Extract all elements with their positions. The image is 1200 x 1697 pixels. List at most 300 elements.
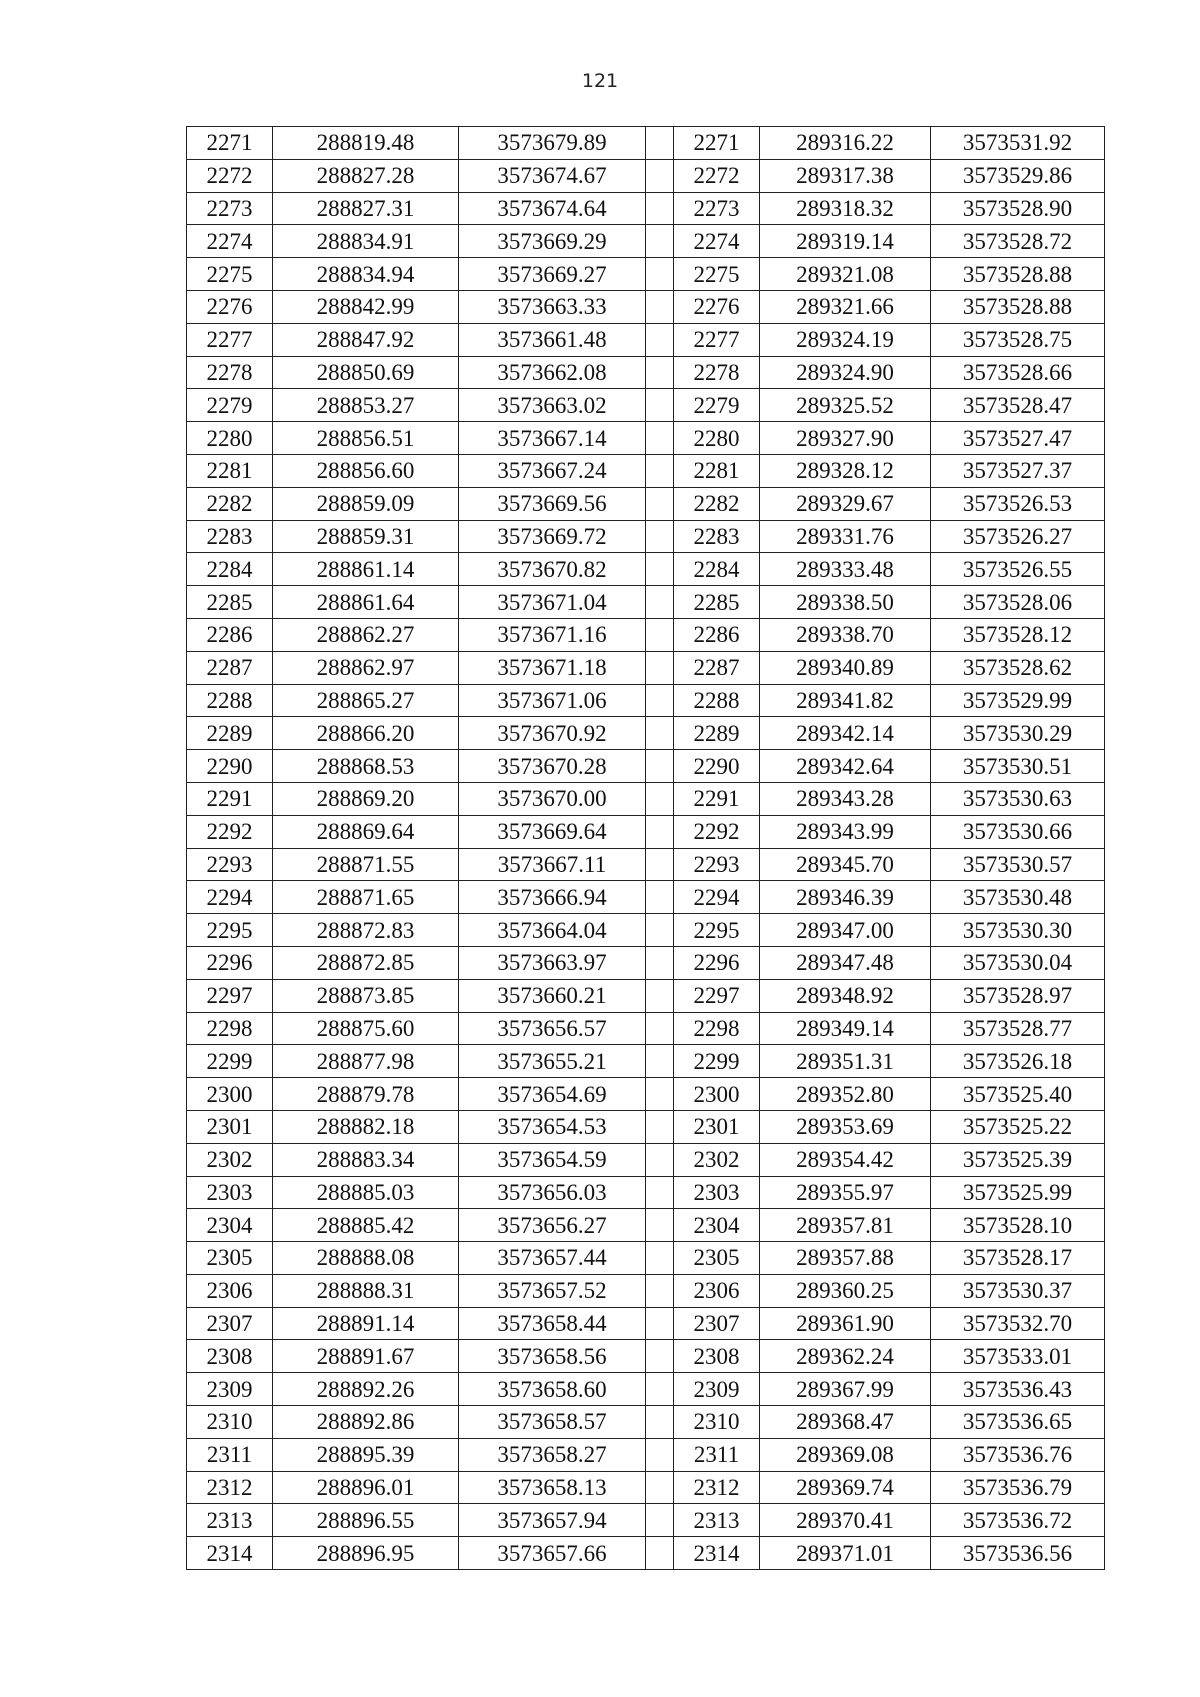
right-point-id-cell: 2276	[674, 290, 760, 323]
right-point-id-cell: 2312	[674, 1471, 760, 1504]
spacer-cell	[646, 1307, 674, 1340]
table-row	[187, 159, 1105, 192]
right-y-cell: 3573528.10	[931, 1209, 1105, 1242]
left-x-cell: 288875.60	[273, 1012, 459, 1045]
left-x-cell: 288842.99	[273, 290, 459, 323]
left-point-id-cell: 2276	[187, 290, 273, 323]
right-point-id-cell: 2275	[674, 258, 760, 291]
left-point-id-cell: 2310	[187, 1406, 273, 1439]
left-y-cell: 3573671.16	[459, 618, 646, 651]
right-point-id-cell: 2297	[674, 979, 760, 1012]
left-x-cell: 288896.95	[273, 1537, 459, 1570]
right-y-cell: 3573530.04	[931, 946, 1105, 979]
left-y-cell: 3573658.44	[459, 1307, 646, 1340]
right-y-cell: 3573526.18	[931, 1045, 1105, 1078]
right-x-cell: 289371.01	[760, 1537, 931, 1570]
spacer-cell	[646, 1209, 674, 1242]
table-row	[187, 946, 1105, 979]
left-x-cell: 288819.48	[273, 127, 459, 160]
left-point-id-cell: 2311	[187, 1438, 273, 1471]
left-y-cell: 3573657.66	[459, 1537, 646, 1570]
left-x-cell: 288862.27	[273, 618, 459, 651]
left-x-cell: 288892.26	[273, 1373, 459, 1406]
right-x-cell: 289367.99	[760, 1373, 931, 1406]
right-y-cell: 3573527.37	[931, 454, 1105, 487]
right-point-id-cell: 2291	[674, 782, 760, 815]
left-x-cell: 288896.01	[273, 1471, 459, 1504]
left-y-cell: 3573670.28	[459, 750, 646, 783]
right-y-cell: 3573536.76	[931, 1438, 1105, 1471]
left-x-cell: 288861.14	[273, 553, 459, 586]
spacer-cell	[646, 1406, 674, 1439]
right-point-id-cell: 2282	[674, 487, 760, 520]
right-point-id-cell: 2309	[674, 1373, 760, 1406]
table-row	[187, 1242, 1105, 1275]
spacer-cell	[646, 127, 674, 160]
left-y-cell: 3573658.57	[459, 1406, 646, 1439]
left-x-cell: 288891.67	[273, 1340, 459, 1373]
right-point-id-cell: 2302	[674, 1143, 760, 1176]
table-row	[187, 651, 1105, 684]
left-x-cell: 288895.39	[273, 1438, 459, 1471]
right-x-cell: 289319.14	[760, 225, 931, 258]
left-y-cell: 3573654.59	[459, 1143, 646, 1176]
left-y-cell: 3573658.13	[459, 1471, 646, 1504]
left-y-cell: 3573671.18	[459, 651, 646, 684]
left-y-cell: 3573658.60	[459, 1373, 646, 1406]
left-y-cell: 3573670.82	[459, 553, 646, 586]
spacer-cell	[646, 946, 674, 979]
right-point-id-cell: 2285	[674, 586, 760, 619]
right-x-cell: 289317.38	[760, 159, 931, 192]
left-y-cell: 3573674.67	[459, 159, 646, 192]
spacer-cell	[646, 1373, 674, 1406]
table-row	[187, 586, 1105, 619]
right-x-cell: 289343.99	[760, 815, 931, 848]
spacer-cell	[646, 1471, 674, 1504]
right-point-id-cell: 2274	[674, 225, 760, 258]
left-x-cell: 288885.42	[273, 1209, 459, 1242]
spacer-cell	[646, 422, 674, 455]
left-y-cell: 3573669.27	[459, 258, 646, 291]
right-x-cell: 289321.66	[760, 290, 931, 323]
left-point-id-cell: 2284	[187, 553, 273, 586]
table-row	[187, 618, 1105, 651]
left-x-cell: 288861.64	[273, 586, 459, 619]
right-point-id-cell: 2299	[674, 1045, 760, 1078]
right-x-cell: 289321.08	[760, 258, 931, 291]
right-point-id-cell: 2305	[674, 1242, 760, 1275]
left-point-id-cell: 2292	[187, 815, 273, 848]
left-y-cell: 3573658.56	[459, 1340, 646, 1373]
table-row	[187, 750, 1105, 783]
spacer-cell	[646, 848, 674, 881]
left-point-id-cell: 2309	[187, 1373, 273, 1406]
left-x-cell: 288868.53	[273, 750, 459, 783]
right-x-cell: 289345.70	[760, 848, 931, 881]
left-y-cell: 3573667.14	[459, 422, 646, 455]
left-y-cell: 3573667.11	[459, 848, 646, 881]
right-x-cell: 289348.92	[760, 979, 931, 1012]
right-point-id-cell: 2273	[674, 192, 760, 225]
coordinates-table-body	[187, 127, 1105, 1570]
table-row	[187, 1307, 1105, 1340]
left-point-id-cell: 2298	[187, 1012, 273, 1045]
right-y-cell: 3573536.79	[931, 1471, 1105, 1504]
right-y-cell: 3573528.62	[931, 651, 1105, 684]
left-x-cell: 288888.31	[273, 1274, 459, 1307]
spacer-cell	[646, 881, 674, 914]
spacer-cell	[646, 618, 674, 651]
left-point-id-cell: 2279	[187, 389, 273, 422]
spacer-cell	[646, 258, 674, 291]
right-y-cell: 3573530.29	[931, 717, 1105, 750]
left-y-cell: 3573662.08	[459, 356, 646, 389]
left-y-cell: 3573669.29	[459, 225, 646, 258]
spacer-cell	[646, 815, 674, 848]
spacer-cell	[646, 586, 674, 619]
table-row	[187, 848, 1105, 881]
spacer-cell	[646, 192, 674, 225]
left-y-cell: 3573669.72	[459, 520, 646, 553]
left-x-cell: 288859.31	[273, 520, 459, 553]
right-point-id-cell: 2306	[674, 1274, 760, 1307]
right-y-cell: 3573528.90	[931, 192, 1105, 225]
left-x-cell: 288877.98	[273, 1045, 459, 1078]
left-point-id-cell: 2275	[187, 258, 273, 291]
right-x-cell: 289346.39	[760, 881, 931, 914]
table-row	[187, 192, 1105, 225]
left-y-cell: 3573656.57	[459, 1012, 646, 1045]
right-y-cell: 3573526.27	[931, 520, 1105, 553]
right-x-cell: 289368.47	[760, 1406, 931, 1439]
right-point-id-cell: 2283	[674, 520, 760, 553]
left-point-id-cell: 2272	[187, 159, 273, 192]
right-x-cell: 289360.25	[760, 1274, 931, 1307]
right-point-id-cell: 2279	[674, 389, 760, 422]
left-point-id-cell: 2281	[187, 454, 273, 487]
right-point-id-cell: 2301	[674, 1110, 760, 1143]
table-row	[187, 225, 1105, 258]
right-point-id-cell: 2311	[674, 1438, 760, 1471]
spacer-cell	[646, 914, 674, 947]
table-row	[187, 1110, 1105, 1143]
left-point-id-cell: 2299	[187, 1045, 273, 1078]
right-x-cell: 289355.97	[760, 1176, 931, 1209]
right-point-id-cell: 2280	[674, 422, 760, 455]
spacer-cell	[646, 782, 674, 815]
right-x-cell: 289329.67	[760, 487, 931, 520]
left-point-id-cell: 2307	[187, 1307, 273, 1340]
right-x-cell: 289352.80	[760, 1078, 931, 1111]
right-y-cell: 3573528.88	[931, 258, 1105, 291]
right-point-id-cell: 2294	[674, 881, 760, 914]
right-x-cell: 289333.48	[760, 553, 931, 586]
left-point-id-cell: 2305	[187, 1242, 273, 1275]
right-x-cell: 289357.88	[760, 1242, 931, 1275]
left-y-cell: 3573667.24	[459, 454, 646, 487]
left-x-cell: 288873.85	[273, 979, 459, 1012]
right-y-cell: 3573528.47	[931, 389, 1105, 422]
right-x-cell: 289347.00	[760, 914, 931, 947]
right-point-id-cell: 2288	[674, 684, 760, 717]
left-point-id-cell: 2283	[187, 520, 273, 553]
left-point-id-cell: 2287	[187, 651, 273, 684]
right-x-cell: 289343.28	[760, 782, 931, 815]
left-y-cell: 3573669.64	[459, 815, 646, 848]
left-y-cell: 3573679.89	[459, 127, 646, 160]
spacer-cell	[646, 1340, 674, 1373]
table-row	[187, 323, 1105, 356]
left-y-cell: 3573661.48	[459, 323, 646, 356]
right-point-id-cell: 2272	[674, 159, 760, 192]
left-y-cell: 3573658.27	[459, 1438, 646, 1471]
right-y-cell: 3573525.40	[931, 1078, 1105, 1111]
left-x-cell: 288888.08	[273, 1242, 459, 1275]
right-y-cell: 3573530.37	[931, 1274, 1105, 1307]
spacer-cell	[646, 553, 674, 586]
table-row	[187, 389, 1105, 422]
right-y-cell: 3573536.43	[931, 1373, 1105, 1406]
left-x-cell: 288891.14	[273, 1307, 459, 1340]
right-x-cell: 289361.90	[760, 1307, 931, 1340]
left-x-cell: 288885.03	[273, 1176, 459, 1209]
table-row	[187, 782, 1105, 815]
table-row	[187, 454, 1105, 487]
right-y-cell: 3573528.17	[931, 1242, 1105, 1275]
right-x-cell: 289357.81	[760, 1209, 931, 1242]
left-y-cell: 3573674.64	[459, 192, 646, 225]
left-point-id-cell: 2302	[187, 1143, 273, 1176]
left-y-cell: 3573656.03	[459, 1176, 646, 1209]
page-number: 121	[581, 70, 619, 92]
left-point-id-cell: 2286	[187, 618, 273, 651]
right-point-id-cell: 2313	[674, 1504, 760, 1537]
spacer-cell	[646, 389, 674, 422]
right-point-id-cell: 2290	[674, 750, 760, 783]
left-x-cell: 288882.18	[273, 1110, 459, 1143]
spacer-cell	[646, 290, 674, 323]
right-point-id-cell: 2295	[674, 914, 760, 947]
left-point-id-cell: 2300	[187, 1078, 273, 1111]
right-x-cell: 289316.22	[760, 127, 931, 160]
right-point-id-cell: 2286	[674, 618, 760, 651]
left-point-id-cell: 2314	[187, 1537, 273, 1570]
right-point-id-cell: 2308	[674, 1340, 760, 1373]
table-row	[187, 487, 1105, 520]
spacer-cell	[646, 1078, 674, 1111]
right-y-cell: 3573526.53	[931, 487, 1105, 520]
left-point-id-cell: 2304	[187, 1209, 273, 1242]
table-row	[187, 1176, 1105, 1209]
right-y-cell: 3573527.47	[931, 422, 1105, 455]
left-x-cell: 288869.20	[273, 782, 459, 815]
table-row	[187, 1274, 1105, 1307]
right-y-cell: 3573536.56	[931, 1537, 1105, 1570]
table-row	[187, 914, 1105, 947]
left-y-cell: 3573666.94	[459, 881, 646, 914]
right-y-cell: 3573528.12	[931, 618, 1105, 651]
right-x-cell: 289325.52	[760, 389, 931, 422]
table-row	[187, 1045, 1105, 1078]
table-row	[187, 979, 1105, 1012]
right-x-cell: 289353.69	[760, 1110, 931, 1143]
table-row	[187, 1373, 1105, 1406]
left-point-id-cell: 2297	[187, 979, 273, 1012]
left-y-cell: 3573663.33	[459, 290, 646, 323]
spacer-cell	[646, 979, 674, 1012]
left-point-id-cell: 2294	[187, 881, 273, 914]
right-x-cell: 289328.12	[760, 454, 931, 487]
spacer-cell	[646, 651, 674, 684]
right-point-id-cell: 2314	[674, 1537, 760, 1570]
right-x-cell: 289351.31	[760, 1045, 931, 1078]
left-y-cell: 3573670.92	[459, 717, 646, 750]
right-y-cell: 3573528.06	[931, 586, 1105, 619]
spacer-cell	[646, 750, 674, 783]
left-x-cell: 288834.91	[273, 225, 459, 258]
right-y-cell: 3573525.22	[931, 1110, 1105, 1143]
left-x-cell: 288862.97	[273, 651, 459, 684]
right-point-id-cell: 2300	[674, 1078, 760, 1111]
left-x-cell: 288847.92	[273, 323, 459, 356]
left-y-cell: 3573657.44	[459, 1242, 646, 1275]
right-point-id-cell: 2292	[674, 815, 760, 848]
right-x-cell: 289369.08	[760, 1438, 931, 1471]
left-x-cell: 288892.86	[273, 1406, 459, 1439]
right-point-id-cell: 2293	[674, 848, 760, 881]
left-point-id-cell: 2290	[187, 750, 273, 783]
right-y-cell: 3573526.55	[931, 553, 1105, 586]
left-x-cell: 288872.83	[273, 914, 459, 947]
spacer-cell	[646, 1504, 674, 1537]
left-point-id-cell: 2313	[187, 1504, 273, 1537]
right-x-cell: 289369.74	[760, 1471, 931, 1504]
spacer-cell	[646, 323, 674, 356]
right-y-cell: 3573528.72	[931, 225, 1105, 258]
right-point-id-cell: 2289	[674, 717, 760, 750]
right-y-cell: 3573536.72	[931, 1504, 1105, 1537]
left-x-cell: 288827.28	[273, 159, 459, 192]
left-x-cell: 288853.27	[273, 389, 459, 422]
right-x-cell: 289324.19	[760, 323, 931, 356]
left-point-id-cell: 2277	[187, 323, 273, 356]
right-x-cell: 289362.24	[760, 1340, 931, 1373]
left-point-id-cell: 2288	[187, 684, 273, 717]
spacer-cell	[646, 1110, 674, 1143]
left-point-id-cell: 2312	[187, 1471, 273, 1504]
right-y-cell: 3573530.66	[931, 815, 1105, 848]
left-point-id-cell: 2273	[187, 192, 273, 225]
left-x-cell: 288834.94	[273, 258, 459, 291]
left-x-cell: 288865.27	[273, 684, 459, 717]
table-row	[187, 356, 1105, 389]
table-row	[187, 881, 1105, 914]
right-x-cell: 289354.42	[760, 1143, 931, 1176]
spacer-cell	[646, 520, 674, 553]
table-row	[187, 1143, 1105, 1176]
table-row	[187, 1471, 1105, 1504]
left-x-cell: 288856.60	[273, 454, 459, 487]
table-row	[187, 815, 1105, 848]
right-point-id-cell: 2277	[674, 323, 760, 356]
left-y-cell: 3573670.00	[459, 782, 646, 815]
table-row	[187, 717, 1105, 750]
right-x-cell: 289338.70	[760, 618, 931, 651]
left-y-cell: 3573663.02	[459, 389, 646, 422]
left-point-id-cell: 2291	[187, 782, 273, 815]
table-row	[187, 1340, 1105, 1373]
right-point-id-cell: 2303	[674, 1176, 760, 1209]
spacer-cell	[646, 356, 674, 389]
left-point-id-cell: 2301	[187, 1110, 273, 1143]
right-x-cell: 289347.48	[760, 946, 931, 979]
right-x-cell: 289324.90	[760, 356, 931, 389]
left-point-id-cell: 2282	[187, 487, 273, 520]
left-x-cell: 288879.78	[273, 1078, 459, 1111]
right-point-id-cell: 2284	[674, 553, 760, 586]
right-x-cell: 289370.41	[760, 1504, 931, 1537]
left-x-cell: 288871.65	[273, 881, 459, 914]
spacer-cell	[646, 1143, 674, 1176]
left-point-id-cell: 2306	[187, 1274, 273, 1307]
left-point-id-cell: 2296	[187, 946, 273, 979]
right-point-id-cell: 2271	[674, 127, 760, 160]
left-point-id-cell: 2289	[187, 717, 273, 750]
table-row	[187, 553, 1105, 586]
coordinates-table	[186, 126, 1105, 1570]
right-y-cell: 3573530.30	[931, 914, 1105, 947]
left-x-cell: 288869.64	[273, 815, 459, 848]
table-row	[187, 520, 1105, 553]
left-y-cell: 3573657.52	[459, 1274, 646, 1307]
spacer-cell	[646, 1242, 674, 1275]
spacer-cell	[646, 1537, 674, 1570]
left-y-cell: 3573671.04	[459, 586, 646, 619]
right-x-cell: 289342.64	[760, 750, 931, 783]
table-row	[187, 290, 1105, 323]
left-y-cell: 3573656.27	[459, 1209, 646, 1242]
table-row	[187, 1537, 1105, 1570]
left-x-cell: 288896.55	[273, 1504, 459, 1537]
left-point-id-cell: 2271	[187, 127, 273, 160]
right-y-cell: 3573528.97	[931, 979, 1105, 1012]
right-x-cell: 289340.89	[760, 651, 931, 684]
right-y-cell: 3573528.75	[931, 323, 1105, 356]
left-point-id-cell: 2295	[187, 914, 273, 947]
left-x-cell: 288866.20	[273, 717, 459, 750]
left-x-cell: 288856.51	[273, 422, 459, 455]
spacer-cell	[646, 1045, 674, 1078]
spacer-cell	[646, 1274, 674, 1307]
right-y-cell: 3573530.48	[931, 881, 1105, 914]
table-row	[187, 422, 1105, 455]
table-row	[187, 1406, 1105, 1439]
spacer-cell	[646, 1176, 674, 1209]
left-y-cell: 3573655.21	[459, 1045, 646, 1078]
spacer-cell	[646, 684, 674, 717]
spacer-cell	[646, 159, 674, 192]
right-point-id-cell: 2298	[674, 1012, 760, 1045]
right-x-cell: 289341.82	[760, 684, 931, 717]
left-y-cell: 3573671.06	[459, 684, 646, 717]
table-row	[187, 127, 1105, 160]
left-x-cell: 288883.34	[273, 1143, 459, 1176]
right-y-cell: 3573525.39	[931, 1143, 1105, 1176]
right-y-cell: 3573536.65	[931, 1406, 1105, 1439]
right-y-cell: 3573528.88	[931, 290, 1105, 323]
right-point-id-cell: 2310	[674, 1406, 760, 1439]
